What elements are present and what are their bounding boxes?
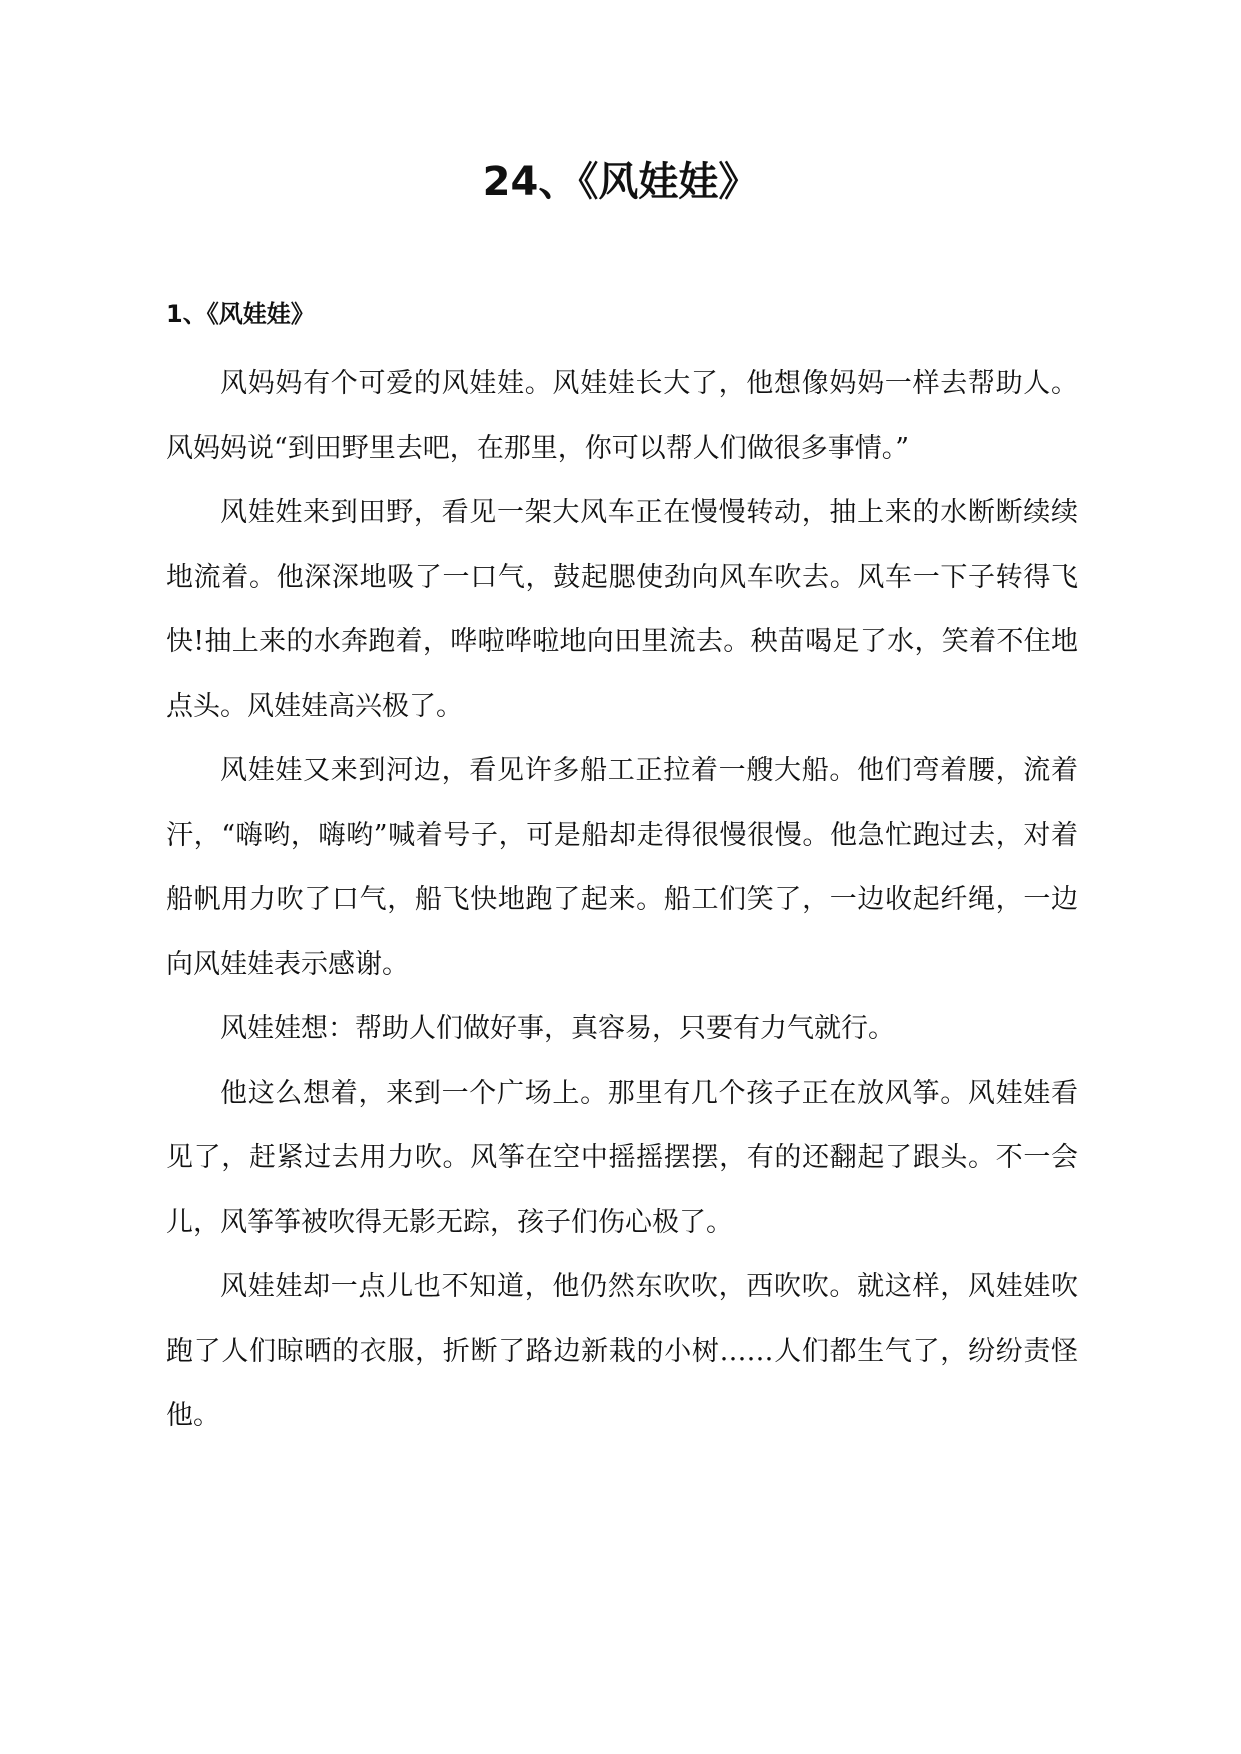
section-heading: 1、《风娃娃》 [166,300,315,328]
paragraph-4: 风娃娃想：帮助人们做好事，真容易，只要有力气就行。 [220,1013,895,1044]
paragraph-3: 风娃娃又来到河边，看见许多船工正拉着一艘大船。他们弯着腰，流着汗，“嗨哟，嗨哟”喊着号子，可是船却走得很慢很慢。他急忙跑过去，对着船帆用力吹了口气，船飞快地跑了起来。船工们笑了，一边收起纤绳，一边向风娃娃表示感谢。 [166,755,1078,980]
paragraph-2: 风娃姓来到田野，看见一架大风车正在慢慢转动，抽上来的水断断续续地流着。他深深地吸了一口气，鼓起腮使劲向风车吹去。风车一下子转得飞快!抽上来的水奔跑着，哗啦哗啦地向田里流去。秧苗喝足了水，笑着不住地点头。风娃娃高兴极了。 [166,497,1078,722]
paragraph-5: 他这么想着，来到一个广场上。那里有几个孩子正在放风筝。风娃娃看见了，赶紧过去用力吹。风筝在空中摇摇摆摆，有的还翻起了跟头。不一会儿，风筝筝被吹得无影无踪，孩子们伤心极了。 [166,1077,1078,1238]
paragraph-6: 风娃娃却一点儿也不知道，他仍然东吹吹，西吹吹。就这样，风娃娃吹跑了人们晾晒的衣服，折断了路边新栽的小树……人们都生气了，纷纷责怪他。 [166,1271,1078,1431]
document-title: 24、《风娃娃》 [482,159,759,205]
paragraph-1: 风妈妈有个可爱的风娃娃。风娃娃长大了，他想像妈妈一样去帮助人。风妈妈说“到田野里去吧，在那里，你可以帮人们做很多事情。” [166,368,1078,464]
story-body [166,352,1078,1449]
